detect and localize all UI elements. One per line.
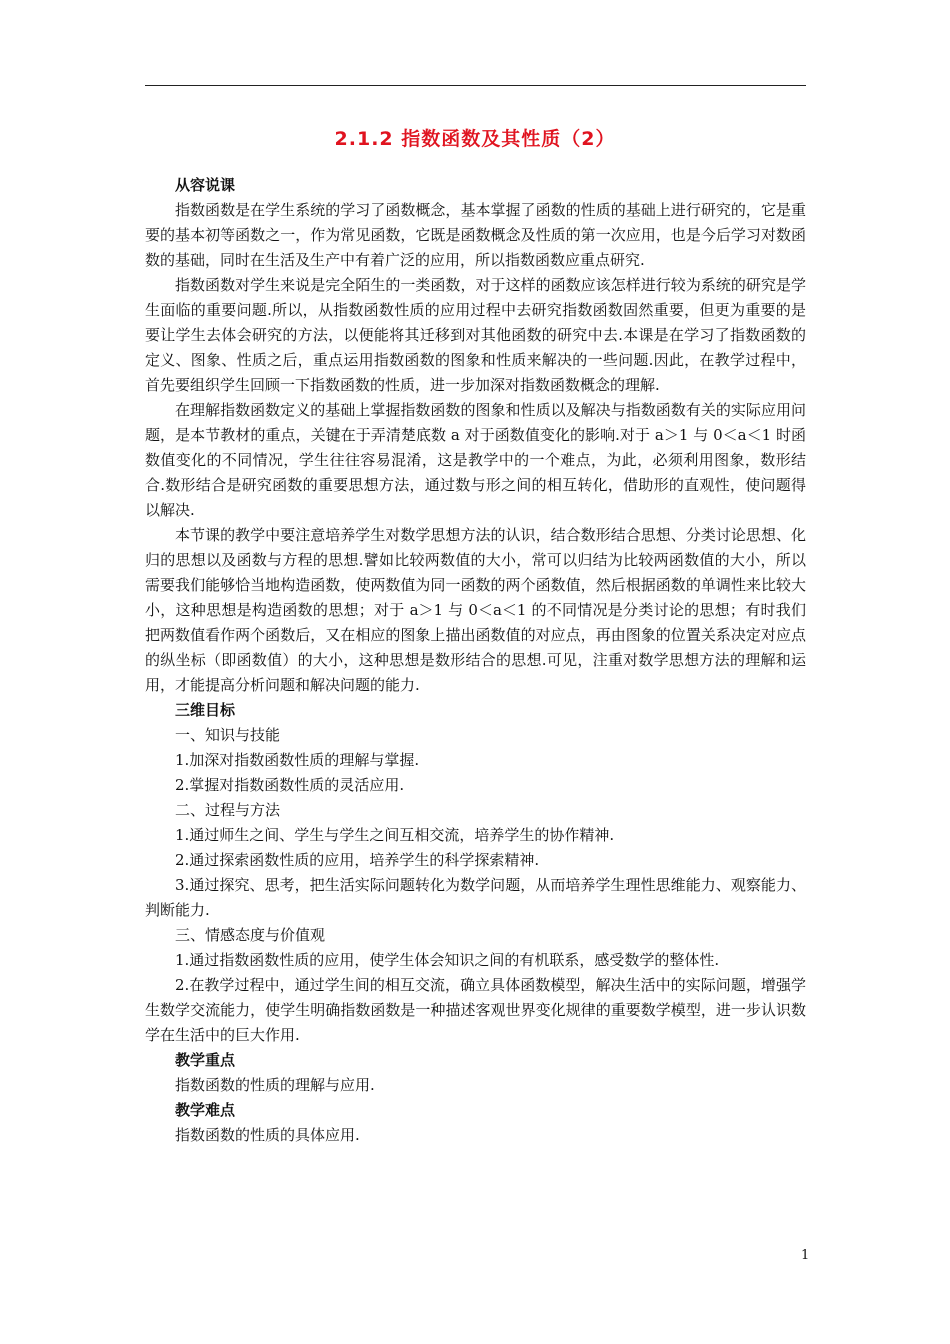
goal-item: 1.通过师生之间、学生与学生之间互相交流，培养学生的协作精神. bbox=[175, 826, 615, 844]
goal-item: 3.通过探究、思考，把生活实际问题转化为数学问题，从而培养学生理性思维能力、观察能力、判断能力. bbox=[145, 876, 806, 919]
goal-group-title: 三、情感态度与价值观 bbox=[175, 926, 326, 944]
paragraph: 指数函数是在学生系统的学习了函数概念，基本掌握了函数的性质的基础上进行研究的，它是重要的基本初等函数之一，作为常见函数，它既是函数概念及性质的第一次应用，也是今后学习对数函数的基础，同时在生活及生产中有着广泛的应用，所以指数函数应重点研究. bbox=[145, 201, 806, 269]
section-heading-difficulties: 教学难点 bbox=[175, 1101, 236, 1119]
page-number: 1 bbox=[801, 1248, 810, 1263]
section-heading-key-points: 教学重点 bbox=[175, 1051, 236, 1069]
paragraph: 指数函数的性质的理解与应用. bbox=[175, 1076, 375, 1094]
goal-group-title: 一、知识与技能 bbox=[175, 726, 281, 744]
paragraph: 指数函数对学生来说是完全陌生的一类函数，对于这样的函数应该怎样进行较为系统的研究是学生面临的重要问题.所以，从指数函数性质的应用过程中去研究指数函数固然重要，但更为重要的是要让学生去体会研究的方法，以便能将其迁移到对其他函数的研究中去.本课是在学习了指数函数的定义、图象、性质之后，重点运用指数函数的图象和性质来解决的一些问题.因此，在教学过程中，首先要组织学生回顾一下指数函数的性质，进一步加深对指数函数概念的理解. bbox=[145, 276, 806, 394]
section-heading-goals: 三维目标 bbox=[175, 701, 236, 719]
document-title: 2.1.2 指数函数及其性质（2） bbox=[334, 128, 616, 150]
goal-item: 2.掌握对指数函数性质的灵活应用. bbox=[175, 776, 405, 794]
goal-group-title: 二、过程与方法 bbox=[175, 801, 281, 819]
document-body bbox=[145, 173, 806, 1148]
goal-item: 2.通过探索函数性质的应用，培养学生的科学探索精神. bbox=[175, 851, 540, 869]
goal-item: 2.在教学过程中，通过学生间的相互交流，确立具体函数模型，解决生活中的实际问题，增强学生数学交流能力，使学生明确指数函数是一种描述客观世界变化规律的重要数学模型，进一步认识数学在生活中的巨大作用. bbox=[145, 976, 806, 1044]
goal-item: 1.通过指数函数性质的应用，使学生体会知识之间的有机联系，感受数学的整体性. bbox=[175, 951, 720, 969]
paragraph: 在理解指数函数定义的基础上掌握指数函数的图象和性质以及解决与指数函数有关的实际应用问题，是本节教材的重点，关键在于弄清楚底数 a 对于函数值变化的影响.对于 a＞1 与 0＜a＜1 时函数值变化的不同情况，学生往往容易混淆，这是教学中的一个难点，为此，必须利用图象，数形结合.数形结合是研究函数的重要思想方法，通过数与形之间的相互转化，借助形的直观性，使问题得以解决. bbox=[145, 401, 806, 519]
paragraph: 本节课的教学中要注意培养学生对数学思想方法的认识，结合数形结合思想、分类讨论思想、化归的思想以及函数与方程的思想.譬如比较两数值的大小，常可以归结为比较两函数值的大小，所以需要我们能够恰当地构造函数，使两数值为同一函数的两个函数值，然后根据函数的单调性来比较大小，这种思想是构造函数的思想；对于 a＞1 与 0＜a＜1 的不同情况是分类讨论的思想；有时我们把两数值看作两个函数后，又在相应的图象上描出函数值的对应点，再由图象的位置关系决定对应点的纵坐标（即函数值）的大小，这种思想是数形结合的思想.可见，注重对数学思想方法的理解和运用，才能提高分析问题和解决问题的能力. bbox=[145, 526, 806, 694]
header-rule bbox=[145, 85, 806, 86]
paragraph: 指数函数的性质的具体应用. bbox=[175, 1126, 360, 1144]
goal-item: 1.加深对指数函数性质的理解与掌握. bbox=[175, 751, 420, 769]
section-heading-intro: 从容说课 bbox=[175, 176, 236, 194]
